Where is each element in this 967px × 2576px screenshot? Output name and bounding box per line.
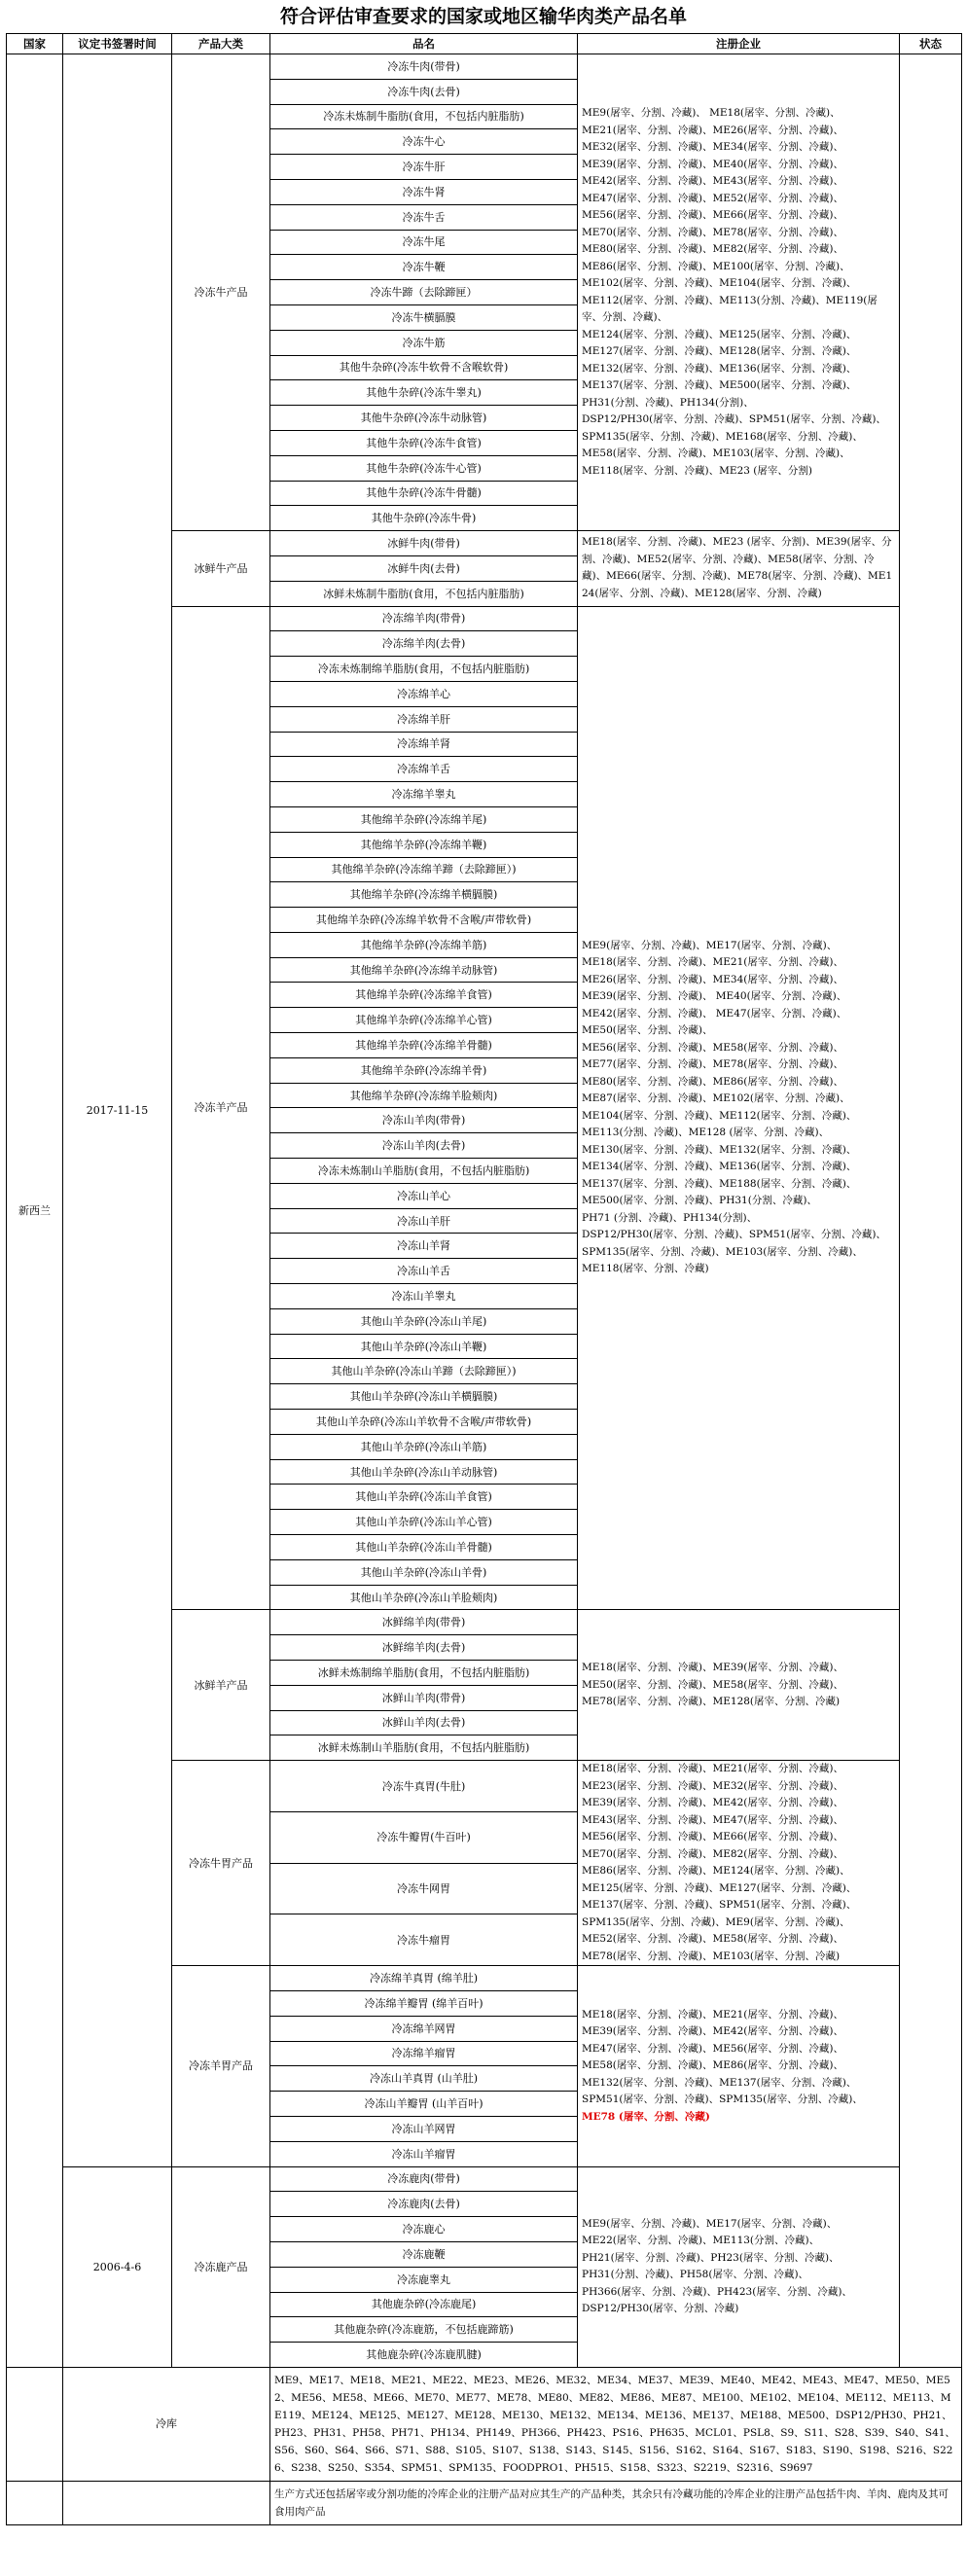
enterprise-line: ME80(屠宰、分割、冷藏)、ME82(屠宰、分割、冷藏)、 bbox=[582, 243, 843, 256]
product-name: 其他牛杂碎(冷冻牛软骨不含喉软骨) bbox=[270, 355, 578, 380]
enterprise-line: PH21(屠宰、分割、冷藏)、PH23(屠宰、分割、冷藏)、 bbox=[582, 2251, 840, 2264]
product-name: 冷冻牛肉(去骨) bbox=[270, 79, 578, 104]
product-name: 其他山羊杂碎(冷冻山羊脸颊肉) bbox=[270, 1585, 578, 1610]
storage-label: 冷库 bbox=[63, 2367, 270, 2481]
enterprise-line: PH366(屠宰、分割、冷藏)、PH423(屠宰、分割、冷藏)、 bbox=[582, 2285, 852, 2298]
product-name: 冷冻山羊瘤胃 bbox=[270, 2141, 578, 2166]
product-name: 其他鹿杂碎(冷冻鹿肌腱) bbox=[270, 2343, 578, 2368]
product-name: 冷冻山羊肉(去骨) bbox=[270, 1133, 578, 1159]
product-name: 其他牛杂碎(冷冻牛动脉管) bbox=[270, 406, 578, 431]
product-name: 其他山羊杂碎(冷冻山羊骨髓) bbox=[270, 1535, 578, 1560]
enterprise-line: ME18(屠宰、分割、冷藏)、ME21(屠宰、分割、冷藏)、 bbox=[582, 1763, 843, 1775]
date-cell: 2006-4-6 bbox=[63, 2166, 172, 2367]
note-spacer bbox=[63, 2481, 270, 2524]
product-table bbox=[6, 33, 962, 2525]
enterprise-line: ME18(屠宰、分割、冷藏)、ME39(屠宰、分割、冷藏)、 bbox=[582, 1662, 843, 1674]
enterprise-line: SPM135(屠宰、分割、冷藏)、ME168(屠宰、分割、冷藏)、 bbox=[582, 430, 863, 443]
enterprise-line: ME39(屠宰、分割、冷藏)、 ME40(屠宰、分割、冷藏)、 bbox=[582, 990, 847, 1003]
enterprise-cell bbox=[578, 1610, 900, 1761]
category-cell: 冰鲜牛产品 bbox=[172, 531, 270, 606]
enterprise-line: ME21(屠宰、分割、冷藏)、ME26(屠宰、分割、冷藏)、 bbox=[582, 124, 843, 136]
product-name: 其他鹿杂碎(冷冻鹿尾) bbox=[270, 2292, 578, 2317]
product-name: 其他绵羊杂碎(冷冻绵羊筋) bbox=[270, 932, 578, 957]
enterprise-line: ME39(屠宰、分割、冷藏)、ME42(屠宰、分割、冷藏)、 bbox=[582, 2025, 843, 2038]
enterprise-line: ME9(屠宰、分割、冷藏)、 ME18(屠宰、分割、冷藏)、 bbox=[582, 107, 841, 120]
note-row bbox=[7, 2481, 962, 2524]
enterprise-line: SPM51(屠宰、分割、冷藏)、SPM135(屠宰、分割、冷藏)、 bbox=[582, 2093, 863, 2106]
product-name: 冷冻绵羊心 bbox=[270, 681, 578, 706]
product-name: 冷冻牛蹄（去除蹄匣） bbox=[270, 280, 578, 305]
category-cell: 冰鲜羊产品 bbox=[172, 1610, 270, 1761]
product-name: 冷冻牛肾 bbox=[270, 179, 578, 204]
enterprise-line: PH71 (分割、冷藏)、PH134(分割)、 bbox=[582, 1211, 758, 1224]
enterprise-cell bbox=[578, 54, 900, 531]
enterprise-line: ME118(屠宰、分割、冷藏) bbox=[582, 1263, 709, 1275]
product-name: 冰鲜山羊肉(去骨) bbox=[270, 1710, 578, 1735]
enterprise-cell bbox=[578, 1761, 900, 1966]
product-name: 冷冻牛心 bbox=[270, 129, 578, 155]
enterprise-line: ME87(屠宰、分割、冷藏)、ME102(屠宰、分割、冷藏)、 bbox=[582, 1092, 850, 1105]
product-name: 冷冻山羊瓣胃 (山羊百叶) bbox=[270, 2092, 578, 2117]
enterprise-line: ME113(分割、冷藏)、ME128 (屠宰、分割、冷藏)、 bbox=[582, 1127, 830, 1139]
product-name: 冷冻牛筋 bbox=[270, 330, 578, 355]
product-name: 冷冻山羊肉(带骨) bbox=[270, 1108, 578, 1133]
enterprise-line: PH31(分割、冷藏)、PH134(分割)、 bbox=[582, 396, 754, 409]
product-name: 其他牛杂碎(冷冻牛骨髓) bbox=[270, 481, 578, 506]
enterprise-line: ME70(屠宰、分割、冷藏)、ME78(屠宰、分割、冷藏)、 bbox=[582, 226, 843, 238]
enterprise-line: ME70(屠宰、分割、冷藏)、ME82(屠宰、分割、冷藏)、 bbox=[582, 1847, 843, 1860]
enterprise-line: SPM135(屠宰、分割、冷藏)、ME103(屠宰、分割、冷藏)、 bbox=[582, 1245, 863, 1258]
product-name: 其他绵羊杂碎(冷冻绵羊骨) bbox=[270, 1057, 578, 1083]
enterprise-line: ME137(屠宰、分割、冷藏)、ME188(屠宰、分割、冷藏)、 bbox=[582, 1177, 857, 1190]
product-name: 冷冻牛瓣胃(牛百叶) bbox=[270, 1811, 578, 1863]
product-name: 其他山羊杂碎(冷冻山羊横膈膜) bbox=[270, 1384, 578, 1410]
enterprise-line: ME18(屠宰、分割、冷藏)、ME21(屠宰、分割、冷藏)、 bbox=[582, 956, 843, 969]
product-name: 冷冻鹿睾丸 bbox=[270, 2267, 578, 2292]
product-name: 其他牛杂碎(冷冻牛骨) bbox=[270, 506, 578, 531]
enterprise-line: ME56(屠宰、分割、冷藏)、ME66(屠宰、分割、冷藏)、 bbox=[582, 209, 843, 222]
category-cell: 冷冻牛胃产品 bbox=[172, 1761, 270, 1966]
product-name: 其他山羊杂碎(冷冻山羊蹄（去除蹄匣）) bbox=[270, 1359, 578, 1384]
table-row bbox=[7, 54, 962, 80]
product-name: 其他山羊杂碎(冷冻山羊骨) bbox=[270, 1559, 578, 1585]
enterprise-line: ME23(屠宰、分割、冷藏)、ME32(屠宰、分割、冷藏)、 bbox=[582, 1779, 843, 1792]
product-name: 冰鲜未炼制山羊脂肪(食用，不包括内脏脂肪) bbox=[270, 1735, 578, 1761]
product-name: 其他山羊杂碎(冷冻山羊软骨不含喉/声带软骨) bbox=[270, 1410, 578, 1435]
enterprise-line: ME118(屠宰、分割、冷藏)、ME23 (屠宰、分割) bbox=[582, 464, 812, 477]
product-name: 冷冻绵羊肉(带骨) bbox=[270, 606, 578, 631]
enterprise-line: ME50(屠宰、分割、冷藏)、 bbox=[582, 1024, 713, 1037]
enterprise-line: ME132(屠宰、分割、冷藏)、ME137(屠宰、分割、冷藏)、 bbox=[582, 2076, 857, 2089]
enterprise-line: ME18(屠宰、分割、冷藏)、ME21(屠宰、分割、冷藏)、 bbox=[582, 2008, 843, 2021]
enterprise-line: ME50(屠宰、分割、冷藏)、ME58(屠宰、分割、冷藏)、 bbox=[582, 1678, 843, 1691]
product-name: 其他鹿杂碎(冷冻鹿筋，不包括鹿蹄筋) bbox=[270, 2317, 578, 2343]
header-date: 议定书签署时间 bbox=[63, 34, 172, 54]
product-name: 冷冻牛舌 bbox=[270, 204, 578, 230]
product-name: 冷冻牛尾 bbox=[270, 230, 578, 255]
product-name: 冷冻绵羊肉(去骨) bbox=[270, 631, 578, 657]
date-cell: 2017-11-15 bbox=[63, 54, 172, 2167]
enterprise-line: ME125(屠宰、分割、冷藏)、ME127(屠宰、分割、冷藏)、 bbox=[582, 1881, 857, 1894]
product-name: 冷冻绵羊瘤胃 bbox=[270, 2041, 578, 2066]
enterprise-line: ME32(屠宰、分割、冷藏)、ME34(屠宰、分割、冷藏)、 bbox=[582, 141, 843, 154]
storage-list: ME9、ME17、ME18、ME21、ME22、ME23、ME26、ME32、ME34、ME37、ME39、ME40、ME42、ME43、ME47、ME50、ME52、ME56、ME58、ME66、ME70、ME77、ME78、ME80、ME82、ME86、ME87、ME100、ME102、ME104、ME112、ME113、ME119、ME124、ME125、ME127、ME128、ME130、ME132、ME134、ME136、ME137、ME188、ME500、DSP12/PH30、PH21、PH23、PH31、PH58、PH71、PH134、PH149、PH366、PH423、PS16、PH635、MCL01、PSL8、S9、S11、S28、S39、S40、S41、S56、S60、S64、S66、S71、S88、S105、S107、S138、S143、S145、S156、S162、S164、S167、S183、S190、S198、S216、S226、S238、S250、S354、SPM51、SPM135、FOODPRO1、PH515、S158、S323、S2219、S2316、S9697 bbox=[270, 2367, 962, 2481]
table-row bbox=[7, 2166, 962, 2192]
product-name: 其他绵羊杂碎(冷冻绵羊软骨不含喉/声带软骨) bbox=[270, 908, 578, 933]
product-name: 冷冻山羊睾丸 bbox=[270, 1284, 578, 1309]
product-name: 冷冻牛真胃(牛肚) bbox=[270, 1761, 578, 1812]
product-name: 其他绵羊杂碎(冷冻绵羊尾) bbox=[270, 806, 578, 832]
enterprise-line: ME18(屠宰、分割、冷藏)、ME23 (屠宰、分割)、ME39(屠宰、分割、冷藏)、ME52(屠宰、分割、冷藏)、ME58(屠宰、分割、冷藏)、ME66(屠宰、分割、冷藏)、ME78(屠宰、分割、冷藏)、ME124(屠宰、分割、冷藏)、ME128(屠宰、分割、冷藏) bbox=[582, 536, 893, 599]
product-name: 其他山羊杂碎(冷冻山羊尾) bbox=[270, 1308, 578, 1334]
product-name: 冷冻绵羊瓣胃 (绵羊百叶) bbox=[270, 1990, 578, 2016]
product-name: 其他绵羊杂碎(冷冻绵羊骨髓) bbox=[270, 1033, 578, 1058]
product-name: 冷冻牛肝 bbox=[270, 155, 578, 180]
enterprise-line: ME43(屠宰、分割、冷藏)、ME47(屠宰、分割、冷藏)、 bbox=[582, 1813, 843, 1826]
product-name: 冷冻绵羊舌 bbox=[270, 757, 578, 782]
enterprise-line: ME500(屠宰、分割、冷藏)、PH31(分割、冷藏)、 bbox=[582, 1195, 817, 1207]
product-name: 冷冻山羊肝 bbox=[270, 1208, 578, 1234]
enterprise-line: ME56(屠宰、分割、冷藏)、ME66(屠宰、分割、冷藏)、 bbox=[582, 1831, 843, 1843]
enterprise-line: ME47(屠宰、分割、冷藏)、ME52(屠宰、分割、冷藏)、 bbox=[582, 192, 843, 204]
product-name: 冷冻山羊舌 bbox=[270, 1259, 578, 1284]
product-name: 冷冻未炼制山羊脂肪(食用，不包括内脏脂肪) bbox=[270, 1159, 578, 1184]
enterprise-line: ME130(屠宰、分割、冷藏)、ME132(屠宰、分割、冷藏)、 bbox=[582, 1143, 857, 1156]
product-name: 其他山羊杂碎(冷冻山羊心管) bbox=[270, 1510, 578, 1535]
enterprise-highlight: ME78 (屠宰、分割、冷藏) bbox=[582, 2110, 710, 2123]
enterprise-line: ME127(屠宰、分割、冷藏)、ME128(屠宰、分割、冷藏)、 bbox=[582, 345, 857, 358]
product-name: 其他山羊杂碎(冷冻山羊鞭) bbox=[270, 1334, 578, 1359]
enterprise-line: ME58(屠宰、分割、冷藏)、ME86(屠宰、分割、冷藏)、 bbox=[582, 2059, 843, 2072]
product-name: 其他山羊杂碎(冷冻山羊动脉管) bbox=[270, 1459, 578, 1485]
enterprise-line: ME86(屠宰、分割、冷藏)、ME124(屠宰、分割、冷藏)、 bbox=[582, 1865, 850, 1878]
enterprise-line: ME137(屠宰、分割、冷藏)、SPM51(屠宰、分割、冷藏)、 bbox=[582, 1899, 857, 1912]
enterprise-line: ME26(屠宰、分割、冷藏)、ME34(屠宰、分割、冷藏)、 bbox=[582, 973, 843, 985]
enterprise-line: ME124(屠宰、分割、冷藏)、ME125(屠宰、分割、冷藏)、 bbox=[582, 328, 857, 340]
product-name: 冷冻牛横膈膜 bbox=[270, 304, 578, 330]
enterprise-line: ME132(屠宰、分割、冷藏)、ME136(屠宰、分割、冷藏)、 bbox=[582, 362, 857, 375]
enterprise-line: ME78(屠宰、分割、冷藏)、ME128(屠宰、分割、冷藏) bbox=[582, 1696, 841, 1708]
status-cell bbox=[900, 54, 962, 2368]
product-name: 冰鲜牛肉(带骨) bbox=[270, 531, 578, 556]
enterprise-line: DSP12/PH30(屠宰、分割、冷藏)、SPM51(屠宰、分割、冷藏)、 bbox=[582, 413, 886, 426]
enterprise-line: ME22(屠宰、分割、冷藏)、ME113(分割、冷藏)、 bbox=[582, 2235, 820, 2247]
enterprise-line: ME52(屠宰、分割、冷藏)、ME58(屠宰、分割、冷藏)、 bbox=[582, 1933, 843, 1946]
product-name: 其他绵羊杂碎(冷冻绵羊动脉管) bbox=[270, 957, 578, 983]
product-name: 冰鲜绵羊肉(去骨) bbox=[270, 1635, 578, 1661]
product-name: 其他绵羊杂碎(冷冻绵羊蹄（去除蹄匣）) bbox=[270, 857, 578, 882]
header-country: 国家 bbox=[7, 34, 63, 54]
product-name: 冰鲜山羊肉(带骨) bbox=[270, 1685, 578, 1710]
product-name: 其他绵羊杂碎(冷冻绵羊横膈膜) bbox=[270, 882, 578, 908]
enterprise-line: ME42(屠宰、分割、冷藏)、 ME47(屠宰、分割、冷藏)、 bbox=[582, 1007, 847, 1020]
product-name: 其他绵羊杂碎(冷冻绵羊鞭) bbox=[270, 832, 578, 857]
product-name: 冷冻山羊心 bbox=[270, 1183, 578, 1208]
page-title: 符合评估审查要求的国家或地区输华肉类产品名单 bbox=[279, 6, 687, 27]
product-name: 其他绵羊杂碎(冷冻绵羊食管) bbox=[270, 983, 578, 1008]
product-name: 冷冻绵羊睾丸 bbox=[270, 782, 578, 807]
storage-note: 生产方式还包括屠宰或分割功能的冷库企业的注册产品对应其生产的产品种类，其余只有冷藏功能的冷库企业的注册产品包括牛肉、羊肉、鹿肉及其可食用肉产品 bbox=[270, 2481, 962, 2524]
enterprise-line: ME86(屠宰、分割、冷藏)、ME100(屠宰、分割、冷藏)、 bbox=[582, 260, 850, 272]
enterprise-line: ME104(屠宰、分割、冷藏)、ME112(屠宰、分割、冷藏)、 bbox=[582, 1109, 857, 1122]
header-status: 状态 bbox=[900, 34, 962, 54]
product-name: 冷冻未炼制绵羊脂肪(食用，不包括内脏脂肪) bbox=[270, 657, 578, 682]
product-name: 冰鲜未炼制绵羊脂肪(食用，不包括内脏脂肪) bbox=[270, 1661, 578, 1686]
product-name: 冷冻牛网胃 bbox=[270, 1863, 578, 1914]
product-name: 冷冻未炼制牛脂肪(食用，不包括内脏脂肪) bbox=[270, 104, 578, 129]
product-name: 其他牛杂碎(冷冻牛睾丸) bbox=[270, 380, 578, 406]
country-cell: 新西兰 bbox=[7, 54, 63, 2368]
product-name: 冰鲜牛肉(去骨) bbox=[270, 555, 578, 581]
header-row bbox=[7, 34, 962, 54]
product-name: 冷冻鹿肉(去骨) bbox=[270, 2192, 578, 2217]
category-cell: 冷冻羊胃产品 bbox=[172, 1966, 270, 2166]
product-name: 冷冻鹿心 bbox=[270, 2217, 578, 2242]
category-cell: 冷冻羊产品 bbox=[172, 606, 270, 1610]
product-name: 冰鲜绵羊肉(带骨) bbox=[270, 1610, 578, 1635]
storage-row bbox=[7, 2367, 962, 2481]
enterprise-line: ME137(屠宰、分割、冷藏)、ME500(屠宰、分割、冷藏)、 bbox=[582, 379, 857, 392]
category-cell: 冷冻鹿产品 bbox=[172, 2166, 270, 2367]
product-name: 冷冻山羊真胃 (山羊肚) bbox=[270, 2066, 578, 2092]
product-name: 其他牛杂碎(冷冻牛食管) bbox=[270, 430, 578, 455]
enterprise-line: DSP12/PH30(屠宰、分割、冷藏)、SPM51(屠宰、分割、冷藏)、 bbox=[582, 1229, 886, 1241]
enterprise-line: ME102(屠宰、分割、冷藏)、ME104(屠宰、分割、冷藏)、 bbox=[582, 277, 857, 290]
enterprise-line: ME77(屠宰、分割、冷藏)、ME78(屠宰、分割、冷藏)、 bbox=[582, 1058, 843, 1071]
enterprise-cell bbox=[578, 1966, 900, 2166]
enterprise-line: ME39(屠宰、分割、冷藏)、ME40(屠宰、分割、冷藏)、 bbox=[582, 158, 843, 170]
enterprise-line: ME42(屠宰、分割、冷藏)、ME43(屠宰、分割、冷藏)、 bbox=[582, 175, 843, 188]
enterprise-line: ME47(屠宰、分割、冷藏)、ME56(屠宰、分割、冷藏)、 bbox=[582, 2042, 843, 2055]
product-name: 冷冻鹿肉(带骨) bbox=[270, 2166, 578, 2192]
product-name: 冷冻绵羊肝 bbox=[270, 706, 578, 732]
product-name: 其他山羊杂碎(冷冻山羊食管) bbox=[270, 1485, 578, 1510]
enterprise-line: ME9(屠宰、分割、冷藏)、ME17(屠宰、分割、冷藏)、 bbox=[582, 939, 838, 951]
header-category: 产品大类 bbox=[172, 34, 270, 54]
enterprise-line: SPM135(屠宰、分割、冷藏)、ME9(屠宰、分割、冷藏)、 bbox=[582, 1915, 850, 1928]
enterprise-line: ME58(屠宰、分割、冷藏)、ME103(屠宰、分割、冷藏)、 bbox=[582, 447, 850, 460]
enterprise-line: ME78(屠宰、分割、冷藏)、ME103(屠宰、分割、冷藏) bbox=[582, 1950, 841, 1962]
header-enterprise: 注册企业 bbox=[578, 34, 900, 54]
product-name: 其他牛杂碎(冷冻牛心管) bbox=[270, 455, 578, 481]
product-name: 其他山羊杂碎(冷冻山羊筋) bbox=[270, 1434, 578, 1459]
product-name: 其他绵羊杂碎(冷冻绵羊心管) bbox=[270, 1008, 578, 1033]
enterprise-line: DSP12/PH30(屠宰、分割、冷藏) bbox=[582, 2303, 739, 2315]
enterprise-cell bbox=[578, 531, 900, 606]
product-name: 其他绵羊杂碎(冷冻绵羊脸颊肉) bbox=[270, 1083, 578, 1108]
enterprise-line: PH31(分割、冷藏)、PH58(屠宰、分割、冷藏)、 bbox=[582, 2269, 809, 2281]
enterprise-line: ME9(屠宰、分割、冷藏)、ME17(屠宰、分割、冷藏)、 bbox=[582, 2217, 838, 2230]
enterprise-cell bbox=[578, 2166, 900, 2367]
product-name: 冰鲜未炼制牛脂肪(食用，不包括内脏脂肪) bbox=[270, 581, 578, 606]
enterprise-line: ME56(屠宰、分割、冷藏)、ME58(屠宰、分割、冷藏)、 bbox=[582, 1041, 843, 1054]
product-name: 冷冻山羊网胃 bbox=[270, 2116, 578, 2141]
product-name: 冷冻绵羊网胃 bbox=[270, 2016, 578, 2041]
storage-country-cell bbox=[7, 2367, 63, 2481]
category-cell: 冷冻牛产品 bbox=[172, 54, 270, 531]
enterprise-line: ME112(屠宰、分割、冷藏)、ME113(分割、冷藏)、ME119(屠宰、分割、冷藏)、 bbox=[582, 294, 877, 324]
enterprise-line: ME39(屠宰、分割、冷藏)、ME42(屠宰、分割、冷藏)、 bbox=[582, 1797, 843, 1809]
enterprise-line: ME134(屠宰、分割、冷藏)、ME136(屠宰、分割、冷藏)、 bbox=[582, 1161, 857, 1173]
product-name: 冷冻绵羊肾 bbox=[270, 732, 578, 757]
enterprise-line: ME80(屠宰、分割、冷藏)、ME86(屠宰、分割、冷藏)、 bbox=[582, 1075, 843, 1088]
product-name: 冷冻山羊肾 bbox=[270, 1234, 578, 1259]
product-name: 冷冻牛肉(带骨) bbox=[270, 54, 578, 80]
product-name: 冷冻牛瘤胃 bbox=[270, 1914, 578, 1966]
product-name: 冷冻绵羊真胃 (绵羊肚) bbox=[270, 1966, 578, 1991]
header-product: 品名 bbox=[270, 34, 578, 54]
product-name: 冷冻鹿鞭 bbox=[270, 2241, 578, 2267]
note-country-cell bbox=[7, 2481, 63, 2524]
enterprise-cell bbox=[578, 606, 900, 1610]
product-name: 冷冻牛鞭 bbox=[270, 255, 578, 280]
